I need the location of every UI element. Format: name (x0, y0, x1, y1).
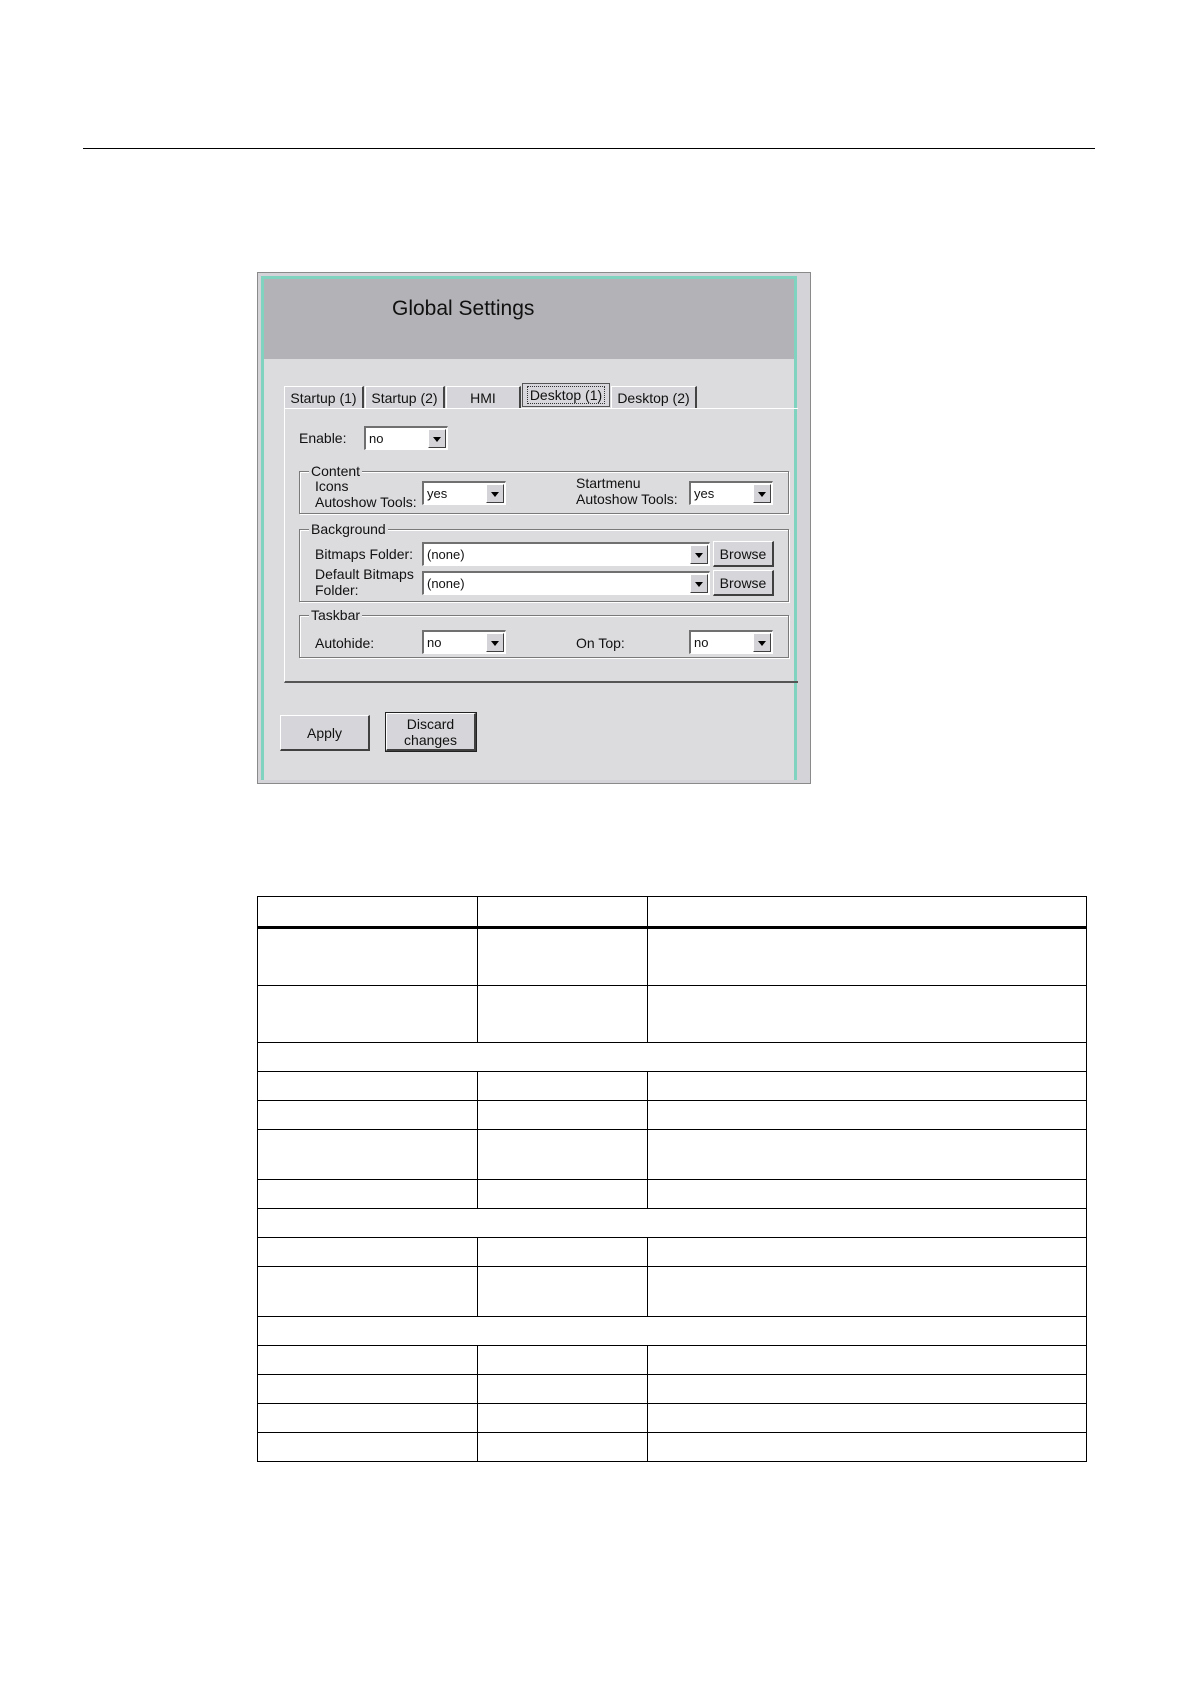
startmenu-autoshow-select[interactable] (689, 481, 773, 505)
startmenu-autoshow-value: yes (694, 486, 715, 501)
chevron-down-icon[interactable] (486, 484, 504, 503)
table-cell (648, 1433, 1087, 1462)
table-cell (258, 1267, 478, 1317)
table-cell (258, 1346, 478, 1375)
discard-label-line-1: Discard (406, 716, 455, 732)
startmenu-label: Startmenu (576, 475, 641, 491)
tab-label: Startup (1) (290, 390, 357, 406)
default-bitmaps-folder-label: Folder: (315, 582, 359, 598)
table-cell (258, 897, 478, 928)
on-top-value: no (694, 635, 709, 650)
table-cell (478, 1346, 648, 1375)
icons-label: Icons (315, 478, 349, 494)
bitmaps-folder-value: (none) (427, 547, 465, 562)
table-row (258, 1180, 1087, 1209)
content-group-title: Content (311, 463, 361, 479)
table-cell (258, 1130, 478, 1180)
table-row (258, 1072, 1087, 1101)
chevron-down-icon[interactable] (690, 574, 708, 593)
table-row (258, 1404, 1087, 1433)
chevron-down-icon[interactable] (753, 633, 771, 652)
chevron-down-icon[interactable] (486, 633, 504, 652)
on-top-select[interactable] (689, 630, 773, 654)
table-cell (258, 1101, 478, 1130)
default-bitmaps-value: (none) (427, 576, 465, 591)
bitmaps-folder-label: Bitmaps Folder: (315, 546, 414, 562)
table-row (258, 1101, 1087, 1130)
autohide-select[interactable] (422, 630, 506, 654)
parameter-table (257, 896, 1087, 1462)
table-row (258, 1238, 1087, 1267)
icons-autoshow-value: yes (427, 486, 448, 501)
table-row (258, 1375, 1087, 1404)
page-top-rule (83, 148, 1095, 149)
table-cell (478, 1130, 648, 1180)
table-cell (258, 1238, 478, 1267)
table-row (258, 1130, 1087, 1180)
table-cell (648, 897, 1087, 928)
table-header-row (258, 897, 1087, 928)
table-cell (648, 1267, 1087, 1317)
table-cell (648, 928, 1087, 986)
table-cell (478, 1180, 648, 1209)
startmenu-autoshow-label: Autoshow Tools: (576, 491, 678, 507)
table-cell (648, 1072, 1087, 1101)
tab-label: Desktop (2) (617, 390, 690, 406)
discard-label-line-2: changes (404, 732, 457, 748)
tab-startup-1[interactable] (284, 386, 364, 408)
bitmaps-folder-select[interactable] (422, 542, 710, 566)
table-cell (258, 1072, 478, 1101)
enable-select[interactable] (364, 426, 448, 450)
default-bitmaps-select[interactable] (422, 571, 710, 595)
autohide-value: no (427, 635, 442, 650)
window-title: Global Settings (392, 297, 535, 320)
table-cell (258, 1180, 478, 1209)
chevron-down-icon[interactable] (753, 484, 771, 503)
table-cell (478, 1072, 648, 1101)
table-cell (648, 1375, 1087, 1404)
table-section-row (258, 1317, 1087, 1346)
table-section-cell (258, 1043, 1087, 1072)
discard-changes-button[interactable] (386, 713, 476, 751)
table-cell (478, 1404, 648, 1433)
global-settings-window (257, 272, 811, 784)
default-bitmaps-label: Default Bitmaps (315, 566, 414, 582)
tab-desktop-2[interactable] (611, 386, 697, 408)
table-row (258, 1267, 1087, 1317)
title-bar (264, 279, 794, 359)
table-cell (478, 986, 648, 1043)
icons-autoshow-select[interactable] (422, 481, 506, 505)
icons-autoshow-label: Autoshow Tools: (315, 494, 417, 510)
table-cell (648, 1180, 1087, 1209)
browse-bitmaps-button[interactable]: Browse (713, 541, 774, 567)
table-cell (648, 1404, 1087, 1433)
apply-button[interactable]: Apply (280, 715, 370, 751)
enable-value: no (369, 431, 384, 446)
table-cell (478, 928, 648, 986)
tab-label: Desktop (1) (529, 387, 603, 403)
table-cell (648, 1101, 1087, 1130)
on-top-label: On Top: (576, 635, 625, 651)
table-row (258, 1433, 1087, 1462)
parameter-table-body (258, 897, 1087, 1462)
table-cell (258, 1375, 478, 1404)
table-cell (648, 1238, 1087, 1267)
table-cell (648, 986, 1087, 1043)
chevron-down-icon[interactable] (428, 429, 446, 448)
window-frame (261, 276, 797, 780)
table-section-row (258, 1209, 1087, 1238)
table-cell (478, 1101, 648, 1130)
table-cell (648, 1130, 1087, 1180)
table-cell (478, 897, 648, 928)
table-cell (478, 1375, 648, 1404)
tab-startup-2[interactable] (365, 386, 445, 408)
chevron-down-icon[interactable] (690, 545, 708, 564)
table-cell (258, 1433, 478, 1462)
taskbar-group-title: Taskbar (311, 607, 361, 623)
table-cell (648, 1346, 1087, 1375)
autohide-label: Autohide: (315, 635, 375, 651)
tab-label: HMI (470, 390, 496, 406)
table-section-row (258, 1043, 1087, 1072)
tab-desktop-1[interactable] (522, 383, 610, 407)
table-row (258, 1346, 1087, 1375)
browse-default-bitmaps-button[interactable]: Browse (713, 570, 774, 596)
table-section-cell (258, 1209, 1087, 1238)
table-cell (258, 1404, 478, 1433)
table-cell (478, 1267, 648, 1317)
table-row (258, 986, 1087, 1043)
enable-label: Enable: (299, 430, 347, 446)
table-cell (258, 928, 478, 986)
tab-label: Startup (2) (371, 390, 438, 406)
table-section-cell (258, 1317, 1087, 1346)
table-row (258, 928, 1087, 986)
table-cell (258, 986, 478, 1043)
background-group-title: Background (311, 521, 386, 537)
table-cell (478, 1238, 648, 1267)
tab-hmi[interactable] (446, 386, 521, 408)
table-cell (478, 1433, 648, 1462)
